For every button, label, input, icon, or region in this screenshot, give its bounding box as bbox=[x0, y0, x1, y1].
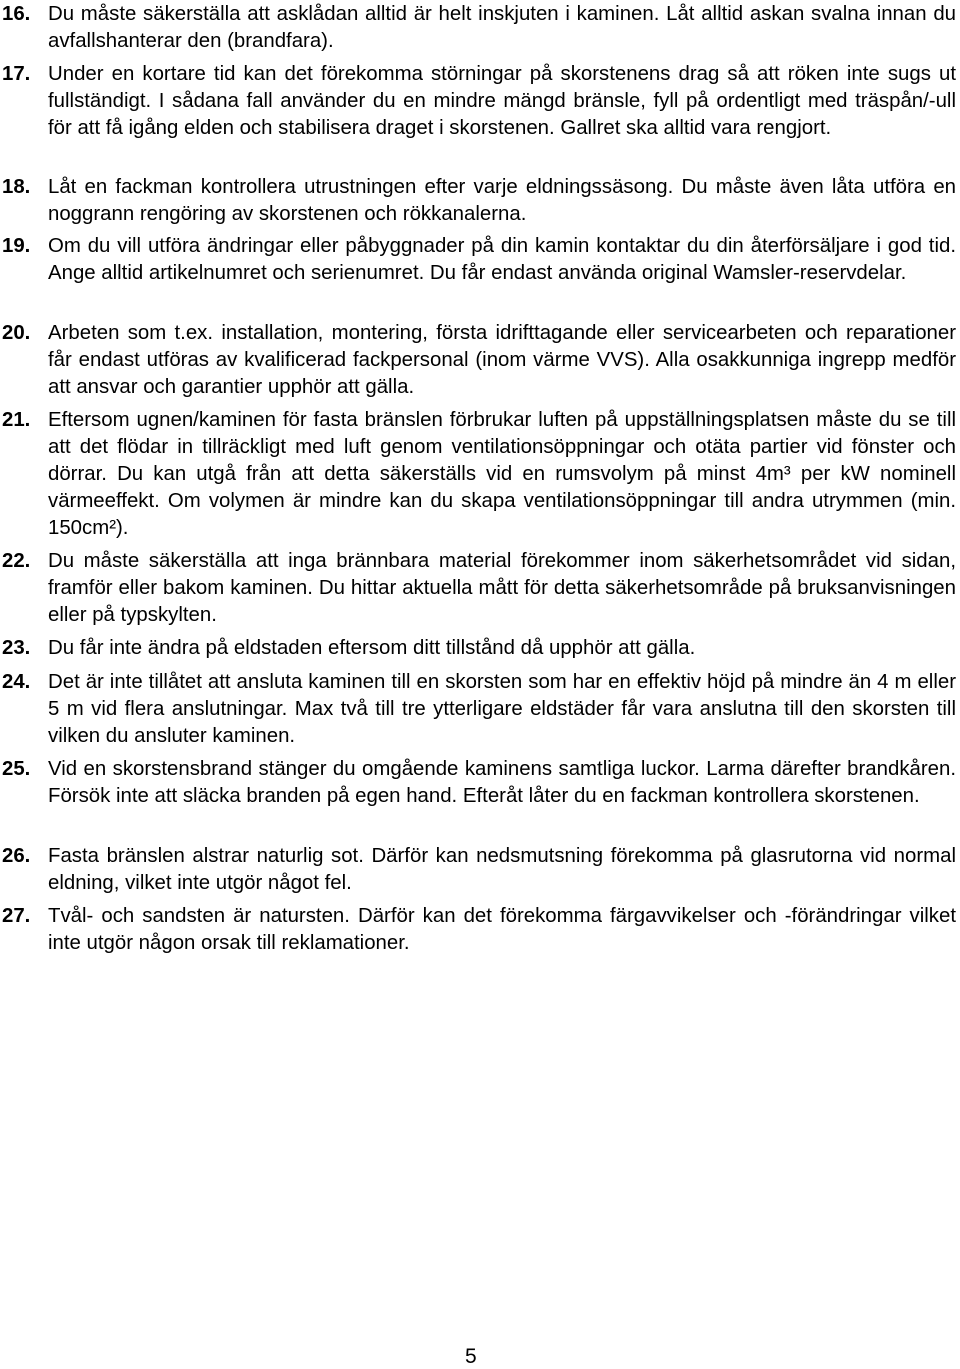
item-text: Låt en fackman kontrollera utrustningen efter varje eldningssäsong. Du måste även låta utföra en noggrann rengöring av skorstenen och rökkanalerna. bbox=[48, 176, 956, 225]
list-item-26 bbox=[0, 843, 956, 897]
item-number: 24. bbox=[2, 671, 31, 693]
item-text: Du måste säkerställa att inga brännbara material förekommer inom säkerhetsområdet vid sidan, framför eller bakom kaminen. Du hittar aktuella mått för detta säkerhetsområde på bruksanvisningen eller på typskylten. bbox=[48, 550, 956, 626]
item-text: Du får inte ändra på eldstaden eftersom ditt tillstånd då upphör att gälla. bbox=[48, 637, 696, 659]
item-number: 20. bbox=[2, 322, 31, 344]
list-item-16 bbox=[0, 1, 956, 55]
item-number: 25. bbox=[2, 758, 31, 780]
item-number: 27. bbox=[2, 905, 31, 927]
list-item-25 bbox=[0, 756, 956, 810]
item-text: Du måste säkerställa att asklådan alltid är helt inskjuten i kaminen. Låt alltid askan svalna innan du avfallshanterar den (brandfara). bbox=[48, 3, 956, 52]
item-text: Eftersom ugnen/kaminen för fasta bränslen förbrukar luften på uppställningsplatsen måste du se till att det flödar in tillräckligt med luft genom ventilationsöppningar och otäta partier vid fönster och dörrar. Du kan utgå från att detta säkerställs vid en rumsvolym på minst 4m³ per kW nominell värmeeffekt. Om volymen är mindre kan du skapa ventilationsöppningar till andra utrymmen (min. 150cm²). bbox=[48, 409, 956, 539]
item-number: 19. bbox=[2, 235, 31, 257]
item-text: Om du vill utföra ändringar eller påbyggnader på din kamin kontaktar du din återförsäljare i god tid. Ange alltid artikelnumret och serienumret. Du får endast använda original Wamsler-reservdelar. bbox=[48, 235, 956, 284]
item-text: Det är inte tillåtet att ansluta kaminen till en skorsten som har en effektiv höjd på mindre än 4 m eller 5 m vid flera anslutningar. Max två till tre ytterligare eldstäder får vara anslutna till den skorsten till vilken du ansluter kaminen. bbox=[48, 671, 956, 747]
list-item-17 bbox=[0, 61, 956, 142]
item-text: Vid en skorstensbrand stänger du omgående kaminens samtliga luckor. Larma därefter brandkåren. Försök inte att släcka branden på egen hand. Efteråt låter du en fackman kontrollera skorstenen. bbox=[48, 758, 956, 807]
item-number: 21. bbox=[2, 409, 31, 431]
list-item-23 bbox=[0, 635, 956, 662]
list-item-24 bbox=[0, 669, 956, 750]
page-number: 5 bbox=[465, 1345, 477, 1368]
item-text: Fasta bränslen alstrar naturlig sot. Därför kan nedsmutsning förekomma på glasrutorna vid normal eldning, vilket inte utgör något fel. bbox=[48, 845, 956, 894]
item-text: Arbeten som t.ex. installation, montering, första idrifttagande eller servicearbeten och reparationer får endast utföras av kvalificerad fackpersonal (inom värme VVS). Alla osakkunniga ingrepp medför att ansvar och garantier upphör att gälla. bbox=[48, 322, 956, 398]
item-text: Under en kortare tid kan det förekomma störningar på skorstenens drag så att röken inte sugs ut fullständigt. I sådana fall använder du en mindre mängd bränsle, fyll på ordentligt med träspån/-ull för att få igång elden och stabilisera draget i skorstenen. Gallret ska alltid vara rengjort. bbox=[48, 63, 956, 139]
list-item-20 bbox=[0, 320, 956, 401]
item-number: 16. bbox=[2, 3, 31, 25]
item-number: 23. bbox=[2, 637, 31, 659]
item-number: 17. bbox=[2, 63, 31, 85]
item-text: Tvål- och sandsten är natursten. Därför kan det förekomma färgavvikelser och -förändringar vilket inte utgör någon orsak till reklamationer. bbox=[48, 905, 956, 954]
list-item-18 bbox=[0, 174, 956, 228]
list-item-21 bbox=[0, 407, 956, 542]
list-item-19 bbox=[0, 233, 956, 287]
item-number: 22. bbox=[2, 550, 31, 572]
list-item-27 bbox=[0, 903, 956, 957]
item-number: 26. bbox=[2, 845, 31, 867]
item-number: 18. bbox=[2, 176, 31, 198]
list-item-22 bbox=[0, 548, 956, 629]
